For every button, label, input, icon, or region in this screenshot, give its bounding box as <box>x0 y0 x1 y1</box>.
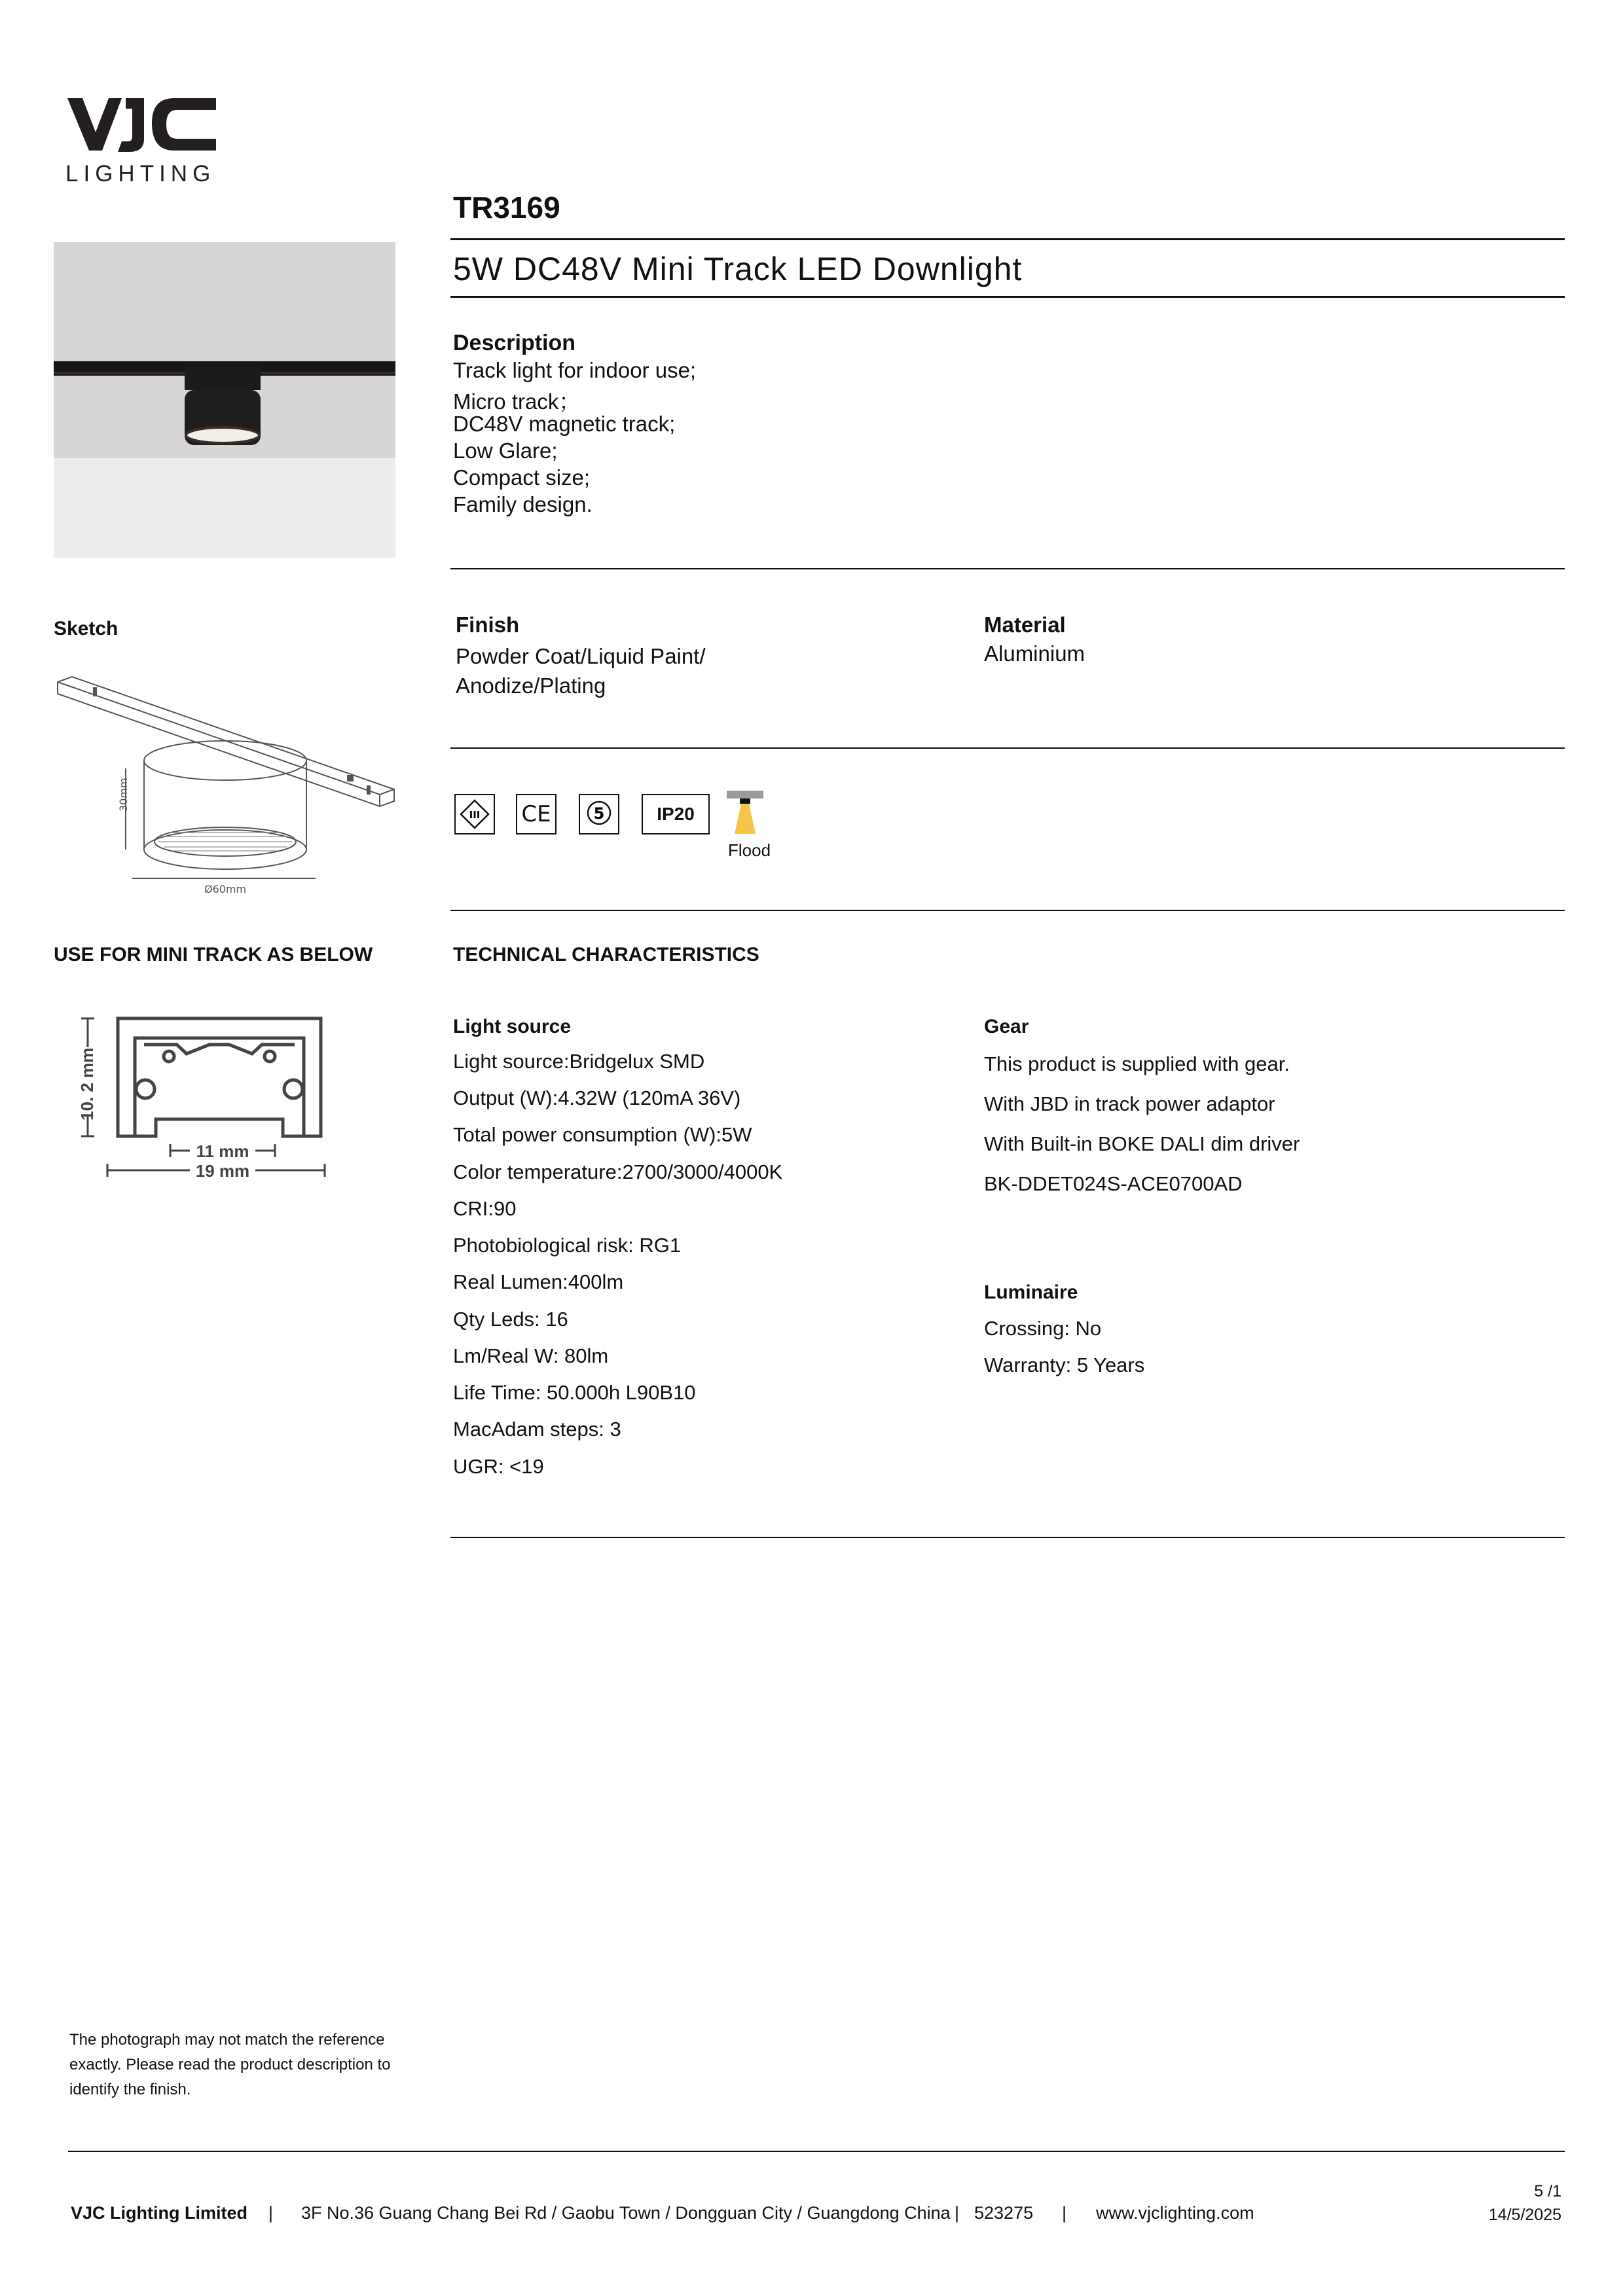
gear-item: With JBD in track power adaptor <box>984 1092 1275 1115</box>
finish-heading: Finish <box>456 613 520 637</box>
divider <box>450 1537 1565 1538</box>
technical-heading: TECHNICAL CHARACTERISTICS <box>453 944 759 965</box>
divider <box>450 910 1565 911</box>
product-title: 5W DC48V Mini Track LED Downlight <box>453 251 1023 287</box>
brand-logo <box>64 92 221 170</box>
footer-separator: | <box>268 2203 274 2223</box>
light-source-item: Qty Leds: 16 <box>453 1308 568 1331</box>
title-top-rule <box>450 238 1565 240</box>
sketch-diameter-label: Ø60mm <box>204 883 247 895</box>
gear-item: This product is supplied with gear. <box>984 1052 1290 1075</box>
finish-value: Powder Coat/Liquid Paint/ Anodize/Plating <box>456 644 706 698</box>
footer-website[interactable]: www.vjclighting.com <box>1096 2203 1254 2223</box>
light-source-item: Total power consumption (W):5W <box>453 1123 752 1146</box>
track-heading: USE FOR MINI TRACK AS BELOW <box>54 944 373 965</box>
flood-label: Flood <box>728 840 771 860</box>
footer-separator: | <box>1062 2203 1067 2223</box>
footer-address: 3F No.36 Guang Chang Bei Rd / Gaobu Town / Dongguan City / Guangdong China <box>301 2203 951 2223</box>
ip-rating-badge: IP20 <box>642 794 710 834</box>
sketch-height-label: 30mm <box>117 778 130 812</box>
footer-rule <box>68 2151 1565 2152</box>
svg-text:5: 5 <box>593 804 605 823</box>
sketch-drawing <box>54 674 401 903</box>
description-line: Low Glare; <box>453 439 558 463</box>
light-source-item: MacAdam steps: 3 <box>453 1418 621 1441</box>
description-line: Family design. <box>453 492 593 516</box>
luminaire-heading: Luminaire <box>984 1282 1078 1303</box>
footer-company: VJC Lighting Limited <box>71 2203 247 2223</box>
light-source-item: CRI:90 <box>453 1197 517 1220</box>
light-source-item: Light source:Bridgelux SMD <box>453 1050 705 1073</box>
gear-item: BK-DDET024S-ACE0700AD <box>984 1172 1243 1195</box>
light-source-heading: Light source <box>453 1016 572 1037</box>
luminaire-item: Crossing: No <box>984 1317 1102 1340</box>
logo-subtitle: LIGHTING <box>65 161 216 187</box>
track-outer-width-label: 19 mm <box>195 1161 250 1181</box>
divider <box>450 747 1565 749</box>
page-number: 5 /1 <box>1534 2182 1561 2200</box>
footer-postcode: 523275 <box>974 2203 1034 2223</box>
light-source-item: Color temperature:2700/3000/4000K <box>453 1160 783 1183</box>
footer-separator: | <box>955 2203 960 2223</box>
description-line: Track light for indoor use; <box>453 358 697 382</box>
photo-disclaimer: The photograph may not match the reference exactly. Please read the product description to identify the finish. <box>69 2031 391 2098</box>
light-source-item: Photobiological risk: RG1 <box>453 1234 682 1257</box>
track-inner-width-label: 11 mm <box>196 1141 249 1161</box>
warranty-icon <box>579 794 619 834</box>
ce-mark-icon: CE <box>516 794 556 834</box>
product-sku: TR3169 <box>453 190 560 224</box>
material-value: Aluminium <box>984 641 1085 666</box>
track-profile-drawing <box>72 1008 340 1185</box>
class-iii-icon <box>454 794 495 834</box>
description-line: Compact size; <box>453 465 591 490</box>
light-source-item: Output (W):4.32W (120mA 36V) <box>453 1086 741 1109</box>
sketch-heading: Sketch <box>54 618 119 639</box>
vjc-logo-icon <box>64 92 221 170</box>
divider <box>450 568 1565 569</box>
flood-beam-icon <box>725 789 765 839</box>
gear-item: With Built-in BOKE DALI dim driver <box>984 1132 1300 1155</box>
light-source-item: Real Lumen:400lm <box>453 1270 624 1293</box>
material-heading: Material <box>984 613 1066 637</box>
light-source-item: Lm/Real W: 80lm <box>453 1344 609 1367</box>
product-photo <box>54 242 395 558</box>
light-source-item: UGR: <19 <box>453 1455 544 1478</box>
title-bottom-rule <box>450 296 1565 298</box>
luminaire-item: Warranty: 5 Years <box>984 1354 1145 1376</box>
gear-heading: Gear <box>984 1016 1029 1037</box>
description-heading: Description <box>453 331 576 355</box>
description-line: DC48V magnetic track; <box>453 412 676 436</box>
track-height-label: 10. 2 mm <box>77 1047 97 1121</box>
description-line: Micro track； <box>453 389 581 414</box>
document-date: 14/5/2025 <box>1488 2206 1561 2224</box>
light-source-item: Life Time: 50.000h L90B10 <box>453 1381 696 1404</box>
svg-text:III: III <box>469 809 481 821</box>
